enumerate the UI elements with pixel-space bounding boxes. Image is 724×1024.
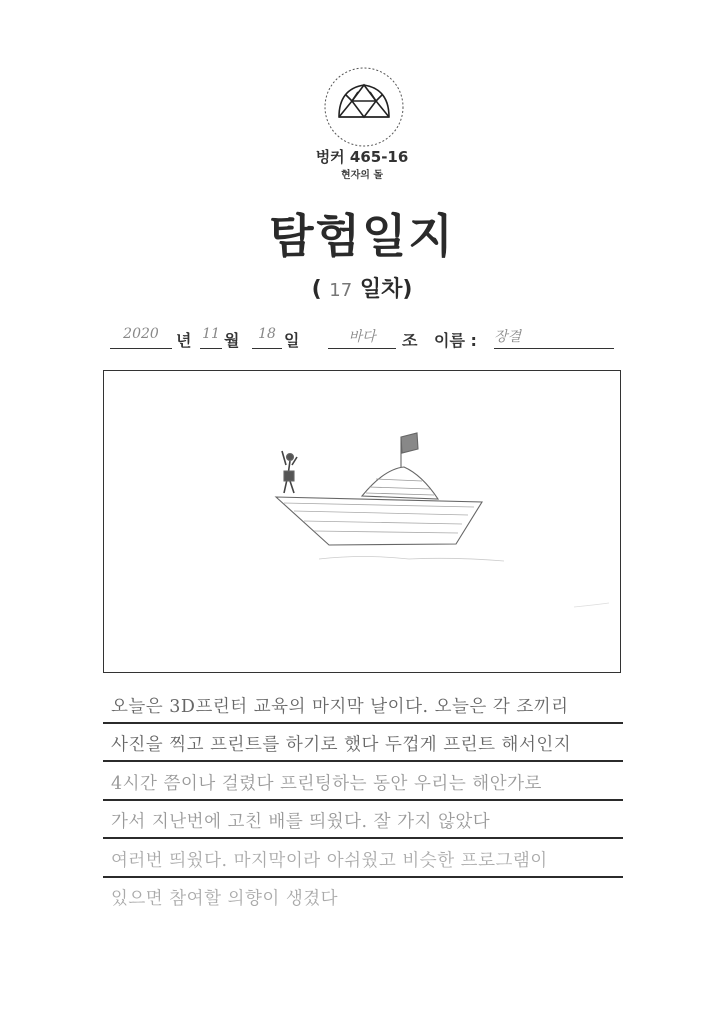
name-label: 이름 : (434, 331, 477, 350)
journal-line (103, 839, 623, 878)
journal-line-text: 사진을 찍고 프린트를 하기로 했다 두껍게 프린트 해서인지 (111, 735, 572, 755)
ship-drawing-icon (104, 371, 620, 672)
journal-line-text: 가서 지난번에 고친 배를 띄웠다. 잘 가지 않았다 (111, 812, 491, 832)
day-number: 17 (329, 280, 353, 301)
journal-line (103, 801, 623, 840)
drawing-frame (103, 370, 621, 673)
journal-line-text: 오늘은 3D프린터 교육의 마지막 날이다. 오늘은 각 조끼리 (111, 696, 569, 717)
journal-line-text: 여러번 띄웠다. 마지막이라 아쉬웠고 비슷한 프로그램이 (111, 850, 548, 871)
journal-line (103, 878, 623, 915)
team-field[interactable]: 바다 (328, 326, 396, 349)
year-label: 년 (176, 331, 192, 350)
day-label: 일 (284, 331, 300, 350)
journal-line-text: 있으면 참여할 의향이 생겼다 (111, 889, 339, 909)
journal-line-text: 4시간 쯤이나 걸렸다 프린팅하는 동안 우리는 해안가로 (111, 773, 542, 794)
month-label: 월 (224, 331, 240, 350)
brand-subtitle: 현자의 돌 (340, 170, 384, 181)
brand-name: 벙커 465-16 (315, 148, 409, 166)
month-field[interactable]: 11 (200, 326, 222, 349)
journal-line (103, 762, 623, 801)
day-suffix: 일차) (359, 277, 413, 302)
journal-entry (103, 685, 623, 914)
journal-line (103, 724, 623, 763)
day-counter (0, 272, 724, 303)
geodesic-dome-logo-icon (322, 65, 406, 149)
day-prefix: ( (311, 277, 322, 302)
day-field[interactable]: 18 (252, 326, 282, 349)
team-label: 조 (402, 331, 418, 350)
name-field[interactable]: 장결 (494, 326, 614, 349)
year-field[interactable]: 2020 (110, 326, 172, 349)
page-title: 탐험일지 (269, 209, 455, 263)
journal-line (103, 685, 623, 724)
info-line (110, 326, 615, 354)
